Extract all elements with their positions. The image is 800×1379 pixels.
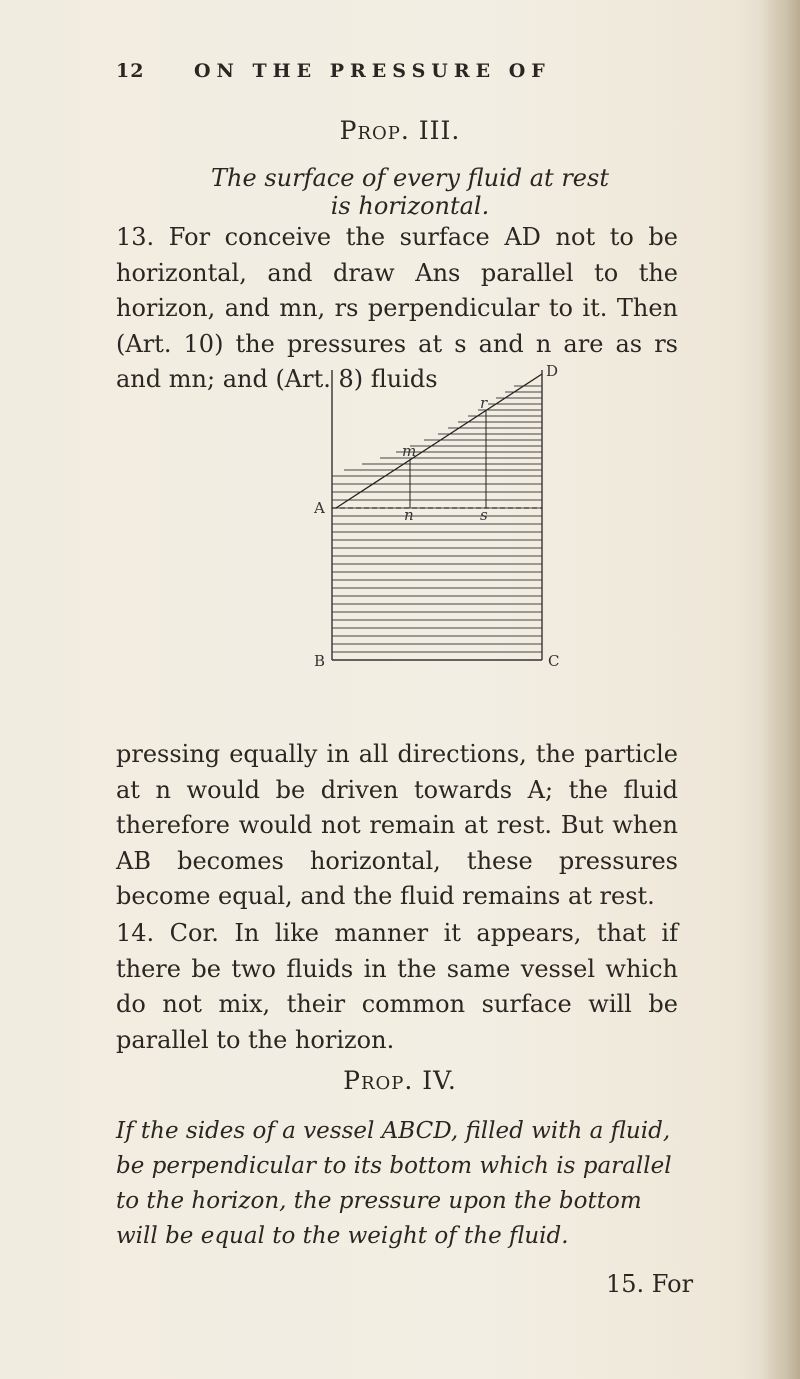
prop-4-heading: Prop. IV. <box>343 1066 457 1095</box>
page-edge-shadow <box>762 0 800 1379</box>
label-B: B <box>314 652 326 670</box>
paragraph-13: 13. For conceive the surface AD not to be horizontal, and draw Ans parallel to the horizon, and mn, rs perpendicular to it. Then (Art. 10) the pressures at s and n are as rs and mn; and (Art. 8) fluids <box>116 223 678 393</box>
label-D: D <box>546 362 559 380</box>
running-title: ON THE PRESSURE OF <box>194 60 551 82</box>
prop-3-heading: Prop. III. <box>339 116 461 145</box>
prop-3-statement: The surface of every fluid at rest is horizontal. <box>211 164 609 220</box>
inclined-surface-AD <box>336 374 542 508</box>
label-A: A <box>314 499 325 517</box>
fluid-hatching <box>332 386 542 652</box>
label-m: m <box>402 442 417 460</box>
paragraph-13-continued: pressing equally in all directions, the particle at n would be driven towards A; the fluid therefore would not remain at rest. But when AB becomes horizontal, these pressures become equal, and the fluid remains at rest. <box>116 740 678 910</box>
paragraph-14: 14. Cor. In like manner it appears, that if there be two fluids in the same vessel which do not mix, their common surface will be parallel to the horizon. <box>116 919 678 1054</box>
page-number: 12 <box>116 60 145 82</box>
vessel-figure <box>300 360 580 670</box>
vessel-outline <box>332 370 542 660</box>
label-r: r <box>480 394 488 412</box>
label-s: s <box>480 506 488 524</box>
catchword: 15. For <box>606 1270 694 1298</box>
label-C: C <box>548 652 560 670</box>
label-n: n <box>404 506 414 524</box>
prop-4-statement: If the sides of a vessel ABCD, filled with a fluid, be perpendicular to its bottom which is parallel to the horizon, the pressure upon the bottom will be equal to the weight of the fluid. <box>116 1118 672 1249</box>
